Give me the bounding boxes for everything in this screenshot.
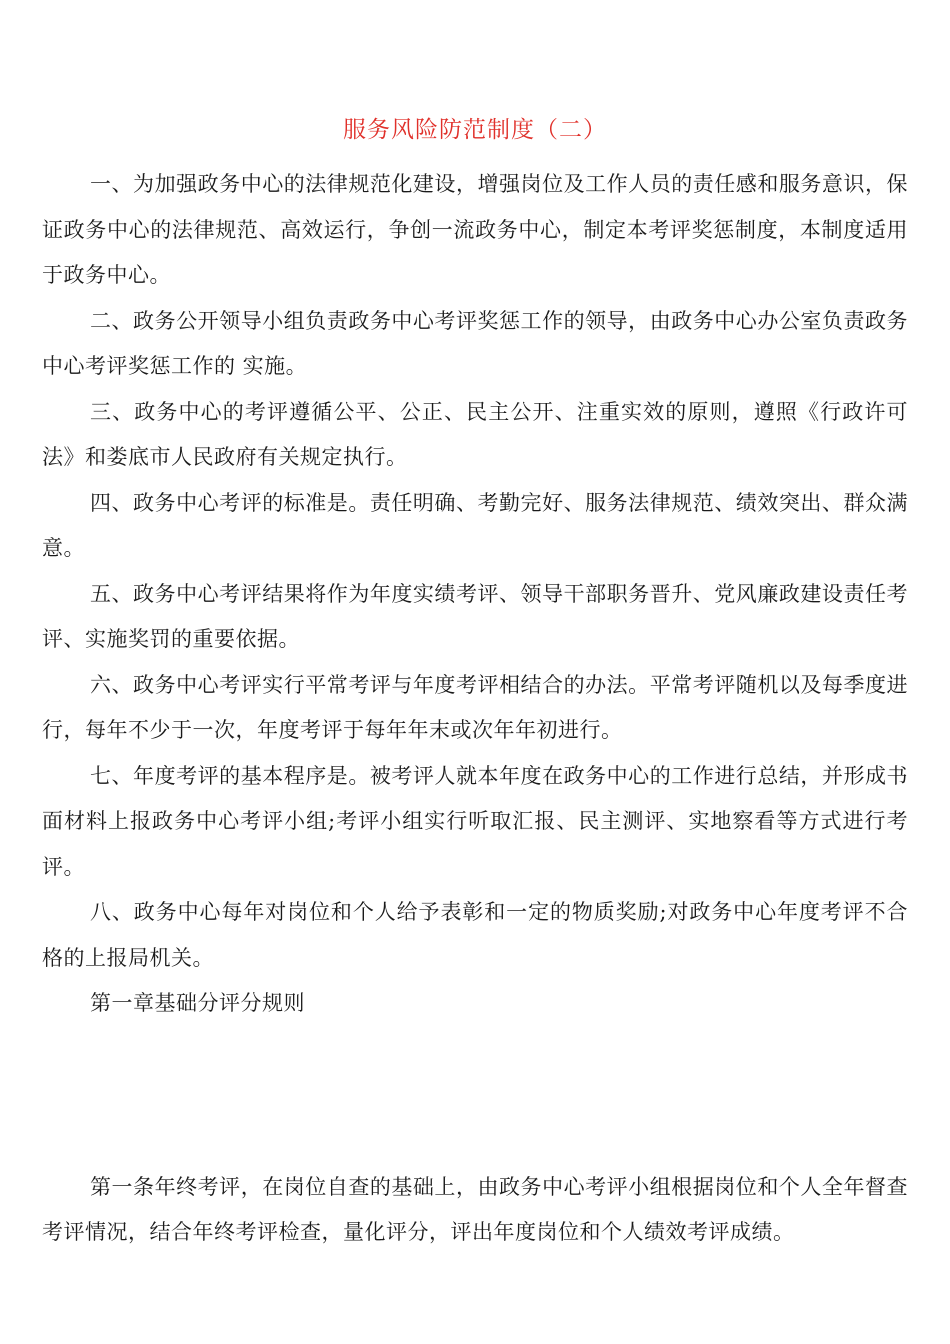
- paragraph-7: 七、年度考评的基本程序是。被考评人就本年度在政务中心的工作进行总结，并形成书面材料上报政务中心考评小组;考评小组实行听取汇报、民主测评、实地察看等方式进行考评。: [42, 763, 908, 879]
- paragraph-5: 五、政务中心考评结果将作为年度实绩考评、领导干部职务晋升、党风廉政建设责任考评、实施奖罚的重要依据。: [42, 581, 908, 651]
- paragraph-2: 二、政务公开领导小组负责政务中心考评奖惩工作的领导，由政务中心办公室负责政务中心考评奖惩工作的 实施。: [42, 308, 908, 378]
- blank-space: [42, 1027, 908, 1165]
- chapter-heading: 第一章基础分评分规则: [90, 991, 305, 1015]
- document-body: [42, 162, 908, 1256]
- document-title: 服务风险防范制度（二）: [343, 117, 607, 143]
- paragraph-8: 八、政务中心每年对岗位和个人给予表彰和一定的物质奖励;对政务中心年度考评不合格的上报局机关。: [42, 900, 908, 970]
- paragraph-4: 四、政务中心考评的标准是。责任明确、考勤完好、服务法律规范、绩效突出、群众满意。: [42, 490, 908, 560]
- paragraph-3: 三、政务中心的考评遵循公平、公正、民主公开、注重实效的原则，遵照《行政许可法》和娄底市人民政府有关规定执行。: [42, 399, 908, 469]
- paragraph-1: 一、为加强政务中心的法律规范化建设，增强岗位及工作人员的责任感和服务意识，保证政务中心的法律规范、高效运行，争创一流政务中心，制定本考评奖惩制度，本制度适用于政务中心。: [42, 172, 908, 287]
- article-1-paragraph: 第一条年终考评，在岗位自查的基础上，由政务中心考评小组根据岗位和个人全年督查考评情况，结合年终考评检查，量化评分，评出年度岗位和个人绩效考评成绩。: [42, 1174, 908, 1244]
- paragraph-6: 六、政务中心考评实行平常考评与年度考评相结合的办法。平常考评随机以及每季度进行，每年不少于一次，年度考评于每年年末或次年年初进行。: [42, 672, 908, 742]
